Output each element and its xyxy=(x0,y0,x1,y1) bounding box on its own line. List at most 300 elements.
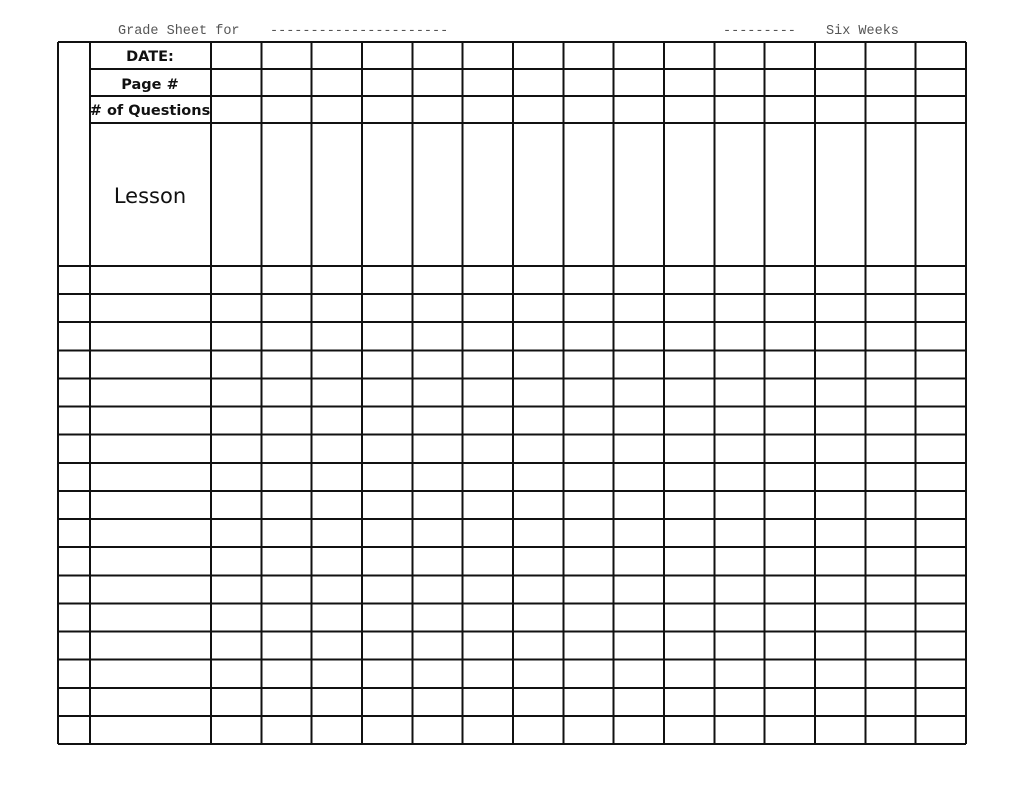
grade-cell[interactable] xyxy=(865,294,915,322)
grade-cell[interactable] xyxy=(312,716,362,744)
grade-cell[interactable] xyxy=(815,632,865,660)
grade-cell[interactable] xyxy=(463,322,513,350)
student-name-cell[interactable] xyxy=(90,716,211,744)
grade-cell[interactable] xyxy=(865,491,915,519)
grade-cell[interactable] xyxy=(261,266,311,294)
grade-cell[interactable] xyxy=(211,688,261,716)
page-cell[interactable] xyxy=(362,69,412,96)
grade-cell[interactable] xyxy=(261,575,311,603)
grade-cell[interactable] xyxy=(865,660,915,688)
grade-cell[interactable] xyxy=(664,463,714,491)
grade-cell[interactable] xyxy=(916,575,966,603)
grade-cell[interactable] xyxy=(463,294,513,322)
grade-cell[interactable] xyxy=(362,463,412,491)
grade-cell[interactable] xyxy=(714,547,764,575)
grade-cell[interactable] xyxy=(362,688,412,716)
grade-cell[interactable] xyxy=(312,350,362,378)
grade-cell[interactable] xyxy=(563,294,613,322)
grade-cell[interactable] xyxy=(463,435,513,463)
grade-cell[interactable] xyxy=(765,547,815,575)
grade-cell[interactable] xyxy=(412,435,462,463)
row-number-cell[interactable] xyxy=(58,491,90,519)
grade-cell[interactable] xyxy=(563,660,613,688)
student-name-cell[interactable] xyxy=(90,660,211,688)
page-cell[interactable] xyxy=(916,69,966,96)
student-name-cell[interactable] xyxy=(90,322,211,350)
grade-cell[interactable] xyxy=(815,716,865,744)
student-name-cell[interactable] xyxy=(90,435,211,463)
grade-cell[interactable] xyxy=(513,378,563,406)
grade-cell[interactable] xyxy=(765,491,815,519)
grade-cell[interactable] xyxy=(664,519,714,547)
grade-cell[interactable] xyxy=(614,603,664,631)
grade-cell[interactable] xyxy=(412,463,462,491)
grade-cell[interactable] xyxy=(865,547,915,575)
questions-cell[interactable] xyxy=(916,96,966,123)
grade-cell[interactable] xyxy=(714,350,764,378)
questions-cell[interactable] xyxy=(664,96,714,123)
student-name-cell[interactable] xyxy=(90,632,211,660)
grade-cell[interactable] xyxy=(362,407,412,435)
date-cell[interactable] xyxy=(916,42,966,69)
row-number-cell[interactable] xyxy=(58,435,90,463)
page-cell[interactable] xyxy=(865,69,915,96)
grade-cell[interactable] xyxy=(463,407,513,435)
grade-cell[interactable] xyxy=(664,716,714,744)
grade-cell[interactable] xyxy=(916,603,966,631)
grade-cell[interactable] xyxy=(211,407,261,435)
lesson-cell[interactable] xyxy=(916,123,966,266)
grade-cell[interactable] xyxy=(865,688,915,716)
grade-cell[interactable] xyxy=(513,660,563,688)
grade-cell[interactable] xyxy=(312,463,362,491)
student-name-cell[interactable] xyxy=(90,350,211,378)
grade-cell[interactable] xyxy=(211,294,261,322)
grade-cell[interactable] xyxy=(463,491,513,519)
grade-cell[interactable] xyxy=(865,463,915,491)
grade-cell[interactable] xyxy=(312,378,362,406)
grade-cell[interactable] xyxy=(211,547,261,575)
grade-cell[interactable] xyxy=(312,575,362,603)
grade-cell[interactable] xyxy=(312,294,362,322)
grade-cell[interactable] xyxy=(463,716,513,744)
grade-cell[interactable] xyxy=(563,463,613,491)
grade-cell[interactable] xyxy=(865,378,915,406)
page-cell[interactable] xyxy=(261,69,311,96)
grade-cell[interactable] xyxy=(362,378,412,406)
grade-cell[interactable] xyxy=(815,688,865,716)
grade-cell[interactable] xyxy=(714,688,764,716)
grade-cell[interactable] xyxy=(412,294,462,322)
student-name-cell[interactable] xyxy=(90,519,211,547)
grade-cell[interactable] xyxy=(916,463,966,491)
student-name-cell[interactable] xyxy=(90,491,211,519)
grade-cell[interactable] xyxy=(815,575,865,603)
questions-cell[interactable] xyxy=(563,96,613,123)
lesson-cell[interactable] xyxy=(211,123,261,266)
grade-cell[interactable] xyxy=(261,294,311,322)
grade-cell[interactable] xyxy=(513,603,563,631)
grade-cell[interactable] xyxy=(362,322,412,350)
grade-cell[interactable] xyxy=(362,350,412,378)
grade-cell[interactable] xyxy=(312,491,362,519)
grade-cell[interactable] xyxy=(261,688,311,716)
date-cell[interactable] xyxy=(513,42,563,69)
row-number-cell[interactable] xyxy=(58,716,90,744)
grade-cell[interactable] xyxy=(463,378,513,406)
grade-cell[interactable] xyxy=(865,519,915,547)
grade-cell[interactable] xyxy=(714,463,764,491)
row-number-cell[interactable] xyxy=(58,463,90,491)
grade-cell[interactable] xyxy=(261,435,311,463)
student-name-cell[interactable] xyxy=(90,407,211,435)
grade-cell[interactable] xyxy=(765,266,815,294)
grade-cell[interactable] xyxy=(463,688,513,716)
grade-cell[interactable] xyxy=(261,660,311,688)
grade-cell[interactable] xyxy=(916,660,966,688)
grade-cell[interactable] xyxy=(463,463,513,491)
questions-cell[interactable] xyxy=(463,96,513,123)
grade-cell[interactable] xyxy=(815,603,865,631)
grade-cell[interactable] xyxy=(563,407,613,435)
date-cell[interactable] xyxy=(563,42,613,69)
page-cell[interactable] xyxy=(211,69,261,96)
grade-cell[interactable] xyxy=(563,716,613,744)
page-cell[interactable] xyxy=(563,69,613,96)
grade-cell[interactable] xyxy=(815,407,865,435)
lesson-cell[interactable] xyxy=(563,123,613,266)
grade-cell[interactable] xyxy=(815,435,865,463)
grade-cell[interactable] xyxy=(815,660,865,688)
grade-cell[interactable] xyxy=(513,716,563,744)
grade-cell[interactable] xyxy=(614,688,664,716)
date-cell[interactable] xyxy=(312,42,362,69)
grade-cell[interactable] xyxy=(362,491,412,519)
page-cell[interactable] xyxy=(664,69,714,96)
grade-cell[interactable] xyxy=(765,435,815,463)
grade-cell[interactable] xyxy=(412,378,462,406)
grade-cell[interactable] xyxy=(714,407,764,435)
grade-cell[interactable] xyxy=(765,294,815,322)
grade-cell[interactable] xyxy=(664,435,714,463)
grade-cell[interactable] xyxy=(614,547,664,575)
grade-cell[interactable] xyxy=(916,266,966,294)
grade-cell[interactable] xyxy=(312,547,362,575)
student-name-cell[interactable] xyxy=(90,294,211,322)
grade-cell[interactable] xyxy=(513,632,563,660)
grade-cell[interactable] xyxy=(714,266,764,294)
questions-cell[interactable] xyxy=(865,96,915,123)
date-cell[interactable] xyxy=(211,42,261,69)
grade-cell[interactable] xyxy=(765,519,815,547)
grade-cell[interactable] xyxy=(865,407,915,435)
grade-cell[interactable] xyxy=(714,435,764,463)
date-cell[interactable] xyxy=(815,42,865,69)
grade-cell[interactable] xyxy=(614,463,664,491)
grade-cell[interactable] xyxy=(614,632,664,660)
grade-cell[interactable] xyxy=(614,519,664,547)
grade-cell[interactable] xyxy=(513,519,563,547)
date-cell[interactable] xyxy=(765,42,815,69)
grade-cell[interactable] xyxy=(261,632,311,660)
grade-cell[interactable] xyxy=(211,350,261,378)
grade-cell[interactable] xyxy=(463,575,513,603)
grade-cell[interactable] xyxy=(362,603,412,631)
grade-cell[interactable] xyxy=(563,435,613,463)
date-cell[interactable] xyxy=(714,42,764,69)
grade-cell[interactable] xyxy=(614,350,664,378)
grade-cell[interactable] xyxy=(664,407,714,435)
grade-cell[interactable] xyxy=(563,491,613,519)
grade-cell[interactable] xyxy=(765,350,815,378)
period-number-blank[interactable]: --------- xyxy=(723,24,796,39)
grade-cell[interactable] xyxy=(865,603,915,631)
grade-cell[interactable] xyxy=(261,716,311,744)
row-number-cell[interactable] xyxy=(58,294,90,322)
grade-cell[interactable] xyxy=(664,294,714,322)
grade-cell[interactable] xyxy=(563,603,613,631)
row-number-cell[interactable] xyxy=(58,603,90,631)
date-cell[interactable] xyxy=(865,42,915,69)
questions-cell[interactable] xyxy=(312,96,362,123)
grade-cell[interactable] xyxy=(211,575,261,603)
grade-cell[interactable] xyxy=(362,547,412,575)
grade-cell[interactable] xyxy=(714,603,764,631)
lesson-cell[interactable] xyxy=(463,123,513,266)
grade-cell[interactable] xyxy=(714,575,764,603)
lesson-cell[interactable] xyxy=(614,123,664,266)
page-cell[interactable] xyxy=(815,69,865,96)
questions-cell[interactable] xyxy=(714,96,764,123)
grade-cell[interactable] xyxy=(563,519,613,547)
grade-cell[interactable] xyxy=(412,575,462,603)
grade-cell[interactable] xyxy=(916,491,966,519)
grade-cell[interactable] xyxy=(614,435,664,463)
grade-cell[interactable] xyxy=(765,463,815,491)
grade-cell[interactable] xyxy=(513,407,563,435)
grade-cell[interactable] xyxy=(815,266,865,294)
student-name-cell[interactable] xyxy=(90,378,211,406)
grade-cell[interactable] xyxy=(765,322,815,350)
questions-cell[interactable] xyxy=(765,96,815,123)
grade-cell[interactable] xyxy=(412,519,462,547)
grade-cell[interactable] xyxy=(916,407,966,435)
date-cell[interactable] xyxy=(664,42,714,69)
date-cell[interactable] xyxy=(362,42,412,69)
class-name-blank[interactable]: ---------------------- xyxy=(270,24,449,39)
page-cell[interactable] xyxy=(412,69,462,96)
grade-cell[interactable] xyxy=(412,547,462,575)
grade-cell[interactable] xyxy=(815,491,865,519)
grade-cell[interactable] xyxy=(664,322,714,350)
grade-cell[interactable] xyxy=(664,660,714,688)
row-number-cell[interactable] xyxy=(58,547,90,575)
grade-cell[interactable] xyxy=(765,632,815,660)
grade-cell[interactable] xyxy=(563,632,613,660)
grade-cell[interactable] xyxy=(664,491,714,519)
grade-cell[interactable] xyxy=(865,350,915,378)
grade-cell[interactable] xyxy=(513,547,563,575)
grade-cell[interactable] xyxy=(916,547,966,575)
grade-cell[interactable] xyxy=(312,688,362,716)
grade-cell[interactable] xyxy=(815,547,865,575)
grade-cell[interactable] xyxy=(614,660,664,688)
date-cell[interactable] xyxy=(614,42,664,69)
grade-cell[interactable] xyxy=(261,322,311,350)
grade-cell[interactable] xyxy=(563,547,613,575)
questions-cell[interactable] xyxy=(211,96,261,123)
grade-cell[interactable] xyxy=(211,603,261,631)
grade-cell[interactable] xyxy=(261,519,311,547)
grade-cell[interactable] xyxy=(664,575,714,603)
grade-cell[interactable] xyxy=(614,322,664,350)
grade-cell[interactable] xyxy=(815,378,865,406)
grade-cell[interactable] xyxy=(261,547,311,575)
grade-cell[interactable] xyxy=(916,519,966,547)
grade-cell[interactable] xyxy=(664,350,714,378)
grade-cell[interactable] xyxy=(362,294,412,322)
grade-cell[interactable] xyxy=(513,575,563,603)
row-number-cell[interactable] xyxy=(58,575,90,603)
row-number-cell[interactable] xyxy=(58,632,90,660)
grade-cell[interactable] xyxy=(714,716,764,744)
grade-cell[interactable] xyxy=(563,688,613,716)
grade-cell[interactable] xyxy=(865,266,915,294)
grade-cell[interactable] xyxy=(513,266,563,294)
grade-cell[interactable] xyxy=(362,266,412,294)
grade-cell[interactable] xyxy=(614,491,664,519)
grade-cell[interactable] xyxy=(412,632,462,660)
grade-cell[interactable] xyxy=(664,547,714,575)
grade-cell[interactable] xyxy=(211,463,261,491)
grade-cell[interactable] xyxy=(916,632,966,660)
grade-cell[interactable] xyxy=(614,407,664,435)
grade-cell[interactable] xyxy=(614,378,664,406)
questions-cell[interactable] xyxy=(412,96,462,123)
grade-cell[interactable] xyxy=(261,463,311,491)
questions-cell[interactable] xyxy=(614,96,664,123)
grade-cell[interactable] xyxy=(412,688,462,716)
grade-cell[interactable] xyxy=(563,350,613,378)
lesson-cell[interactable] xyxy=(865,123,915,266)
lesson-cell[interactable] xyxy=(513,123,563,266)
grade-cell[interactable] xyxy=(211,632,261,660)
grade-cell[interactable] xyxy=(312,632,362,660)
lesson-cell[interactable] xyxy=(412,123,462,266)
page-cell[interactable] xyxy=(513,69,563,96)
questions-cell[interactable] xyxy=(815,96,865,123)
row-number-cell[interactable] xyxy=(58,519,90,547)
grade-cell[interactable] xyxy=(765,603,815,631)
grade-cell[interactable] xyxy=(815,519,865,547)
grade-cell[interactable] xyxy=(412,407,462,435)
grade-cell[interactable] xyxy=(765,407,815,435)
grade-cell[interactable] xyxy=(865,575,915,603)
grade-cell[interactable] xyxy=(312,603,362,631)
grade-cell[interactable] xyxy=(463,660,513,688)
grade-cell[interactable] xyxy=(362,660,412,688)
row-number-cell[interactable] xyxy=(58,378,90,406)
grade-cell[interactable] xyxy=(463,603,513,631)
grade-cell[interactable] xyxy=(916,435,966,463)
grade-cell[interactable] xyxy=(211,435,261,463)
grade-cell[interactable] xyxy=(714,322,764,350)
questions-cell[interactable] xyxy=(513,96,563,123)
student-name-cell[interactable] xyxy=(90,688,211,716)
grade-cell[interactable] xyxy=(664,632,714,660)
grade-cell[interactable] xyxy=(312,322,362,350)
grade-cell[interactable] xyxy=(563,322,613,350)
row-number-cell[interactable] xyxy=(58,688,90,716)
page-cell[interactable] xyxy=(714,69,764,96)
grade-cell[interactable] xyxy=(563,378,613,406)
grade-cell[interactable] xyxy=(412,716,462,744)
lesson-cell[interactable] xyxy=(261,123,311,266)
student-name-cell[interactable] xyxy=(90,463,211,491)
row-number-cell[interactable] xyxy=(58,407,90,435)
grade-cell[interactable] xyxy=(513,322,563,350)
grade-cell[interactable] xyxy=(463,519,513,547)
grade-cell[interactable] xyxy=(412,491,462,519)
row-number-cell[interactable] xyxy=(58,266,90,294)
grade-cell[interactable] xyxy=(865,322,915,350)
lesson-cell[interactable] xyxy=(664,123,714,266)
grade-cell[interactable] xyxy=(362,519,412,547)
grade-cell[interactable] xyxy=(664,378,714,406)
grade-cell[interactable] xyxy=(463,350,513,378)
grade-cell[interactable] xyxy=(865,716,915,744)
grade-cell[interactable] xyxy=(261,407,311,435)
grade-cell[interactable] xyxy=(765,378,815,406)
grade-cell[interactable] xyxy=(362,716,412,744)
row-number-cell[interactable] xyxy=(58,322,90,350)
grade-cell[interactable] xyxy=(614,716,664,744)
lesson-cell[interactable] xyxy=(362,123,412,266)
grade-cell[interactable] xyxy=(815,322,865,350)
grade-cell[interactable] xyxy=(815,294,865,322)
grade-cell[interactable] xyxy=(614,575,664,603)
grade-cell[interactable] xyxy=(513,294,563,322)
student-name-cell[interactable] xyxy=(90,575,211,603)
grade-cell[interactable] xyxy=(412,603,462,631)
grade-cell[interactable] xyxy=(765,660,815,688)
grade-cell[interactable] xyxy=(211,660,261,688)
grade-cell[interactable] xyxy=(714,294,764,322)
lesson-cell[interactable] xyxy=(312,123,362,266)
page-cell[interactable] xyxy=(614,69,664,96)
lesson-cell[interactable] xyxy=(765,123,815,266)
student-name-cell[interactable] xyxy=(90,547,211,575)
row-number-cell[interactable] xyxy=(58,660,90,688)
date-cell[interactable] xyxy=(463,42,513,69)
grade-cell[interactable] xyxy=(412,322,462,350)
grade-cell[interactable] xyxy=(664,688,714,716)
date-cell[interactable] xyxy=(412,42,462,69)
grade-cell[interactable] xyxy=(916,322,966,350)
grade-cell[interactable] xyxy=(916,294,966,322)
grade-cell[interactable] xyxy=(261,491,311,519)
row-number-cell[interactable] xyxy=(58,350,90,378)
grade-cell[interactable] xyxy=(714,491,764,519)
grade-cell[interactable] xyxy=(513,435,563,463)
grade-cell[interactable] xyxy=(865,632,915,660)
grade-cell[interactable] xyxy=(916,350,966,378)
grade-cell[interactable] xyxy=(463,632,513,660)
lesson-cell[interactable] xyxy=(815,123,865,266)
grade-cell[interactable] xyxy=(664,603,714,631)
grade-cell[interactable] xyxy=(865,435,915,463)
grade-cell[interactable] xyxy=(261,603,311,631)
